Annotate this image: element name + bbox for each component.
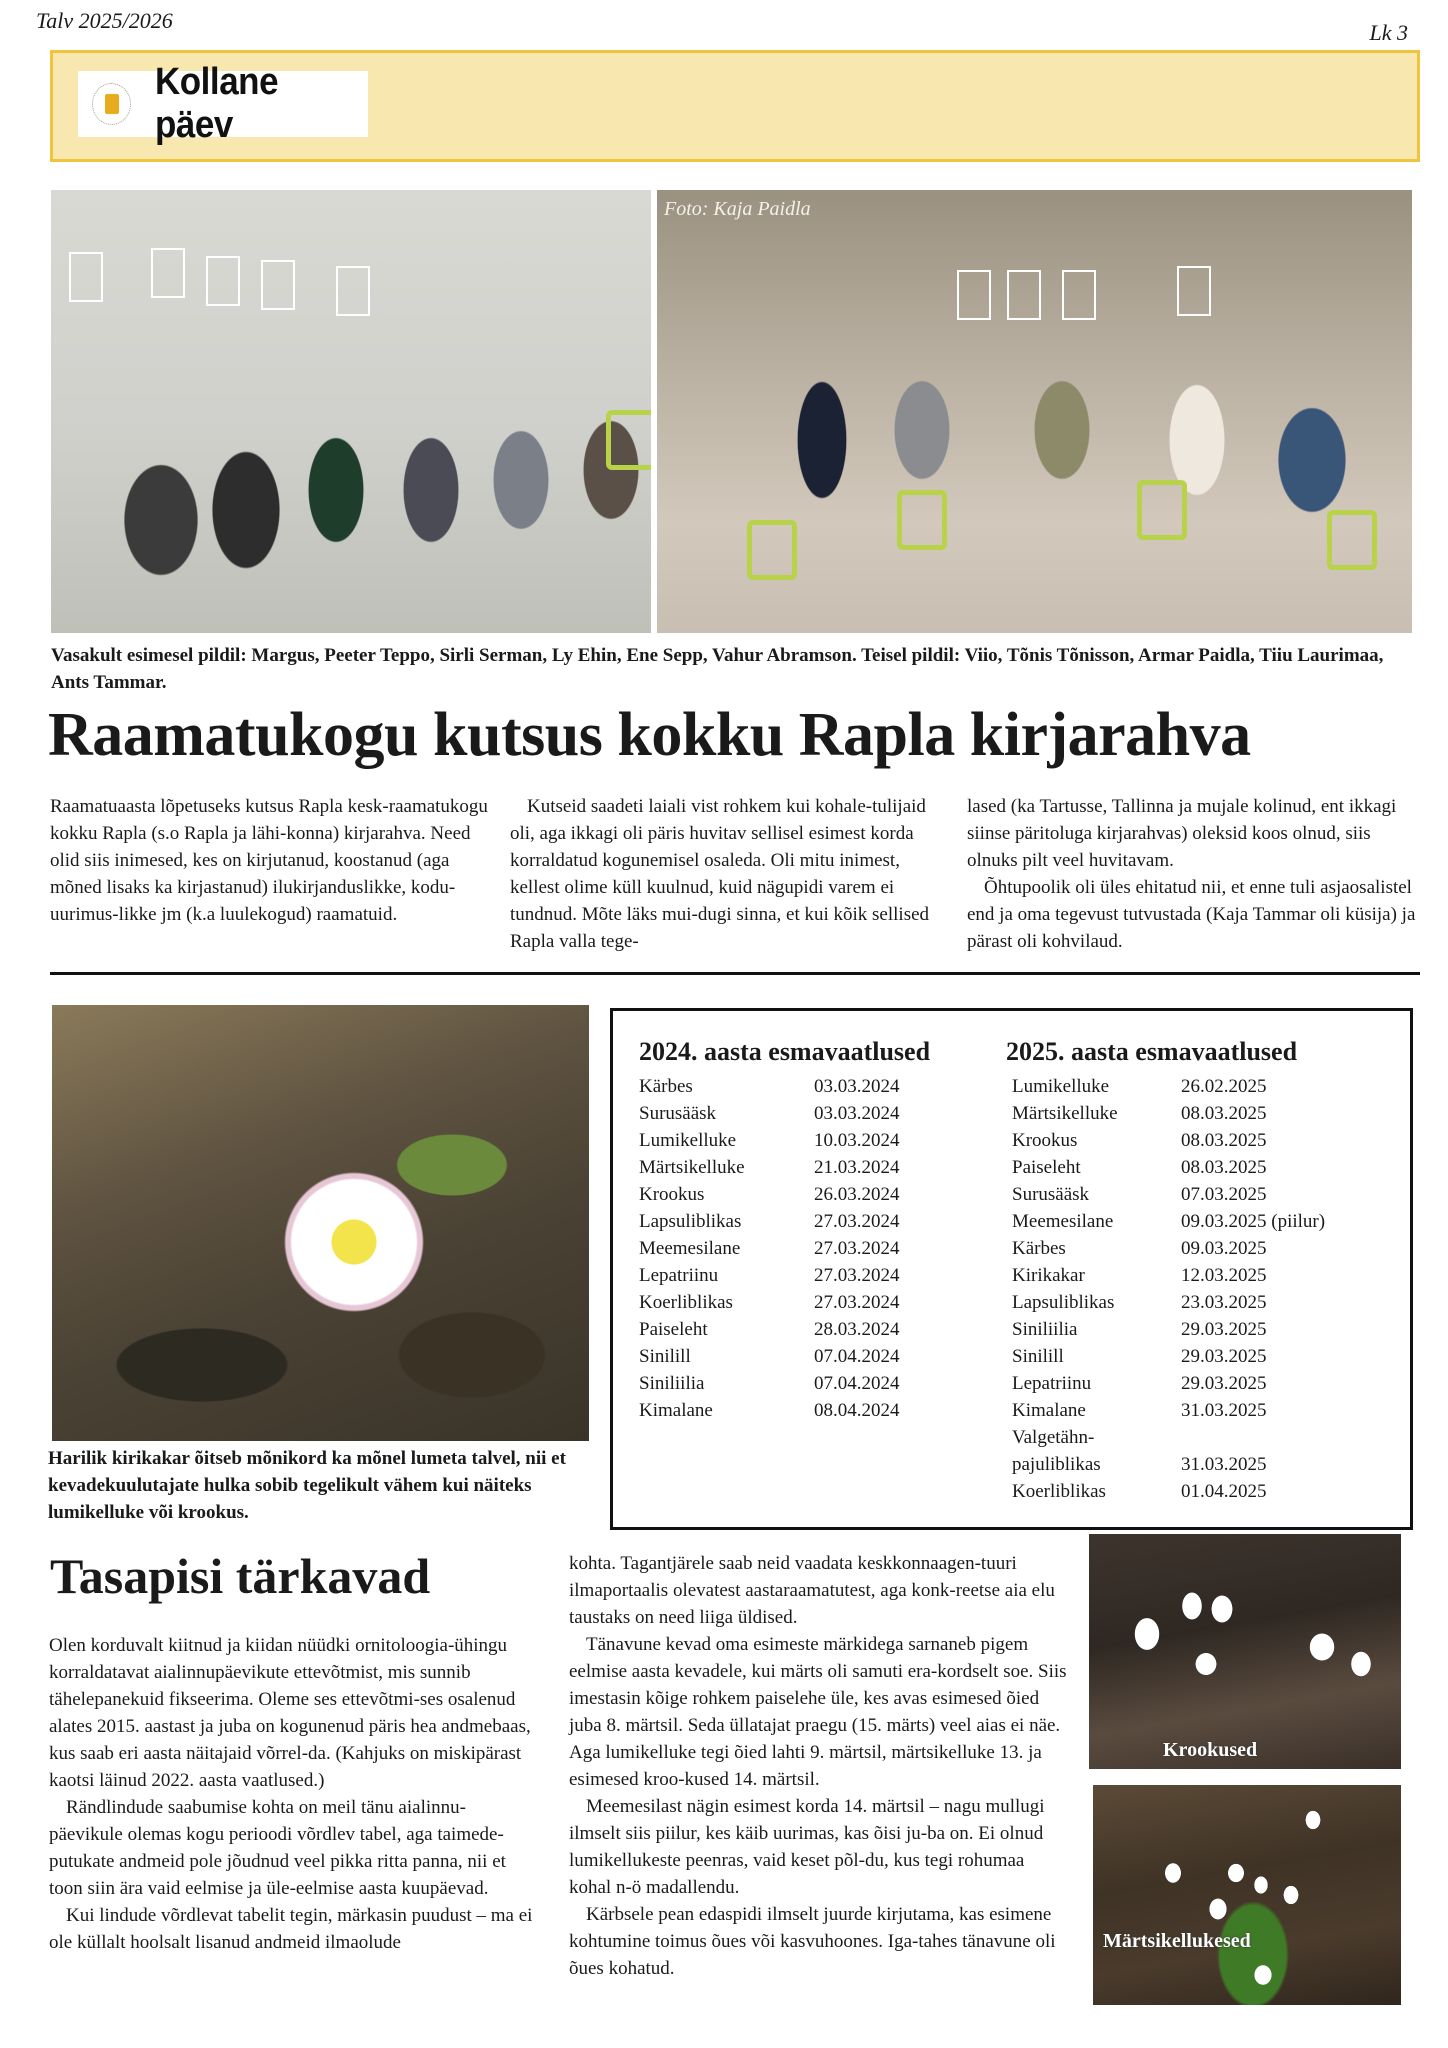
section-brand: [78, 61, 368, 146]
table-row: [639, 1262, 930, 1289]
observation-date: 26.03.2024: [814, 1184, 900, 1205]
chair: [747, 520, 797, 580]
observation-date: 23.03.2025: [1181, 1292, 1267, 1313]
species-name: Siniliilia: [639, 1373, 705, 1394]
paragraph: Raamatuaasta lõpetuseks kutsus Rapla kesk-raamatukogu kokku Rapla (s.o Rapla ja lähi-konna) kirjarahva. Need olid siis inimesed, kes on kirjutanud, koostanud (aga mõned lisaks ka kirjastanud) ilukirjanduslikke, kodu-uurimus-likke jm (k.a luulekogud) raamatuid.: [50, 796, 488, 925]
species-name: Märtsikelluke: [1012, 1103, 1118, 1124]
table-row: [1006, 1154, 1325, 1181]
species-name: Meemesilane: [639, 1238, 741, 1259]
species-name: Kimalane: [1012, 1400, 1086, 1421]
article-1-headline: Raamatukogu kutsus kokku Rapla kirjarahva: [48, 701, 1251, 769]
table-row: [1006, 1262, 1325, 1289]
table-row: [1006, 1289, 1325, 1316]
paragraph: Kutseid saadeti laiali vist rohkem kui kohale-tulijaid oli, aga ikkagi oli päris huvitav sellisel esimest korda korraldatud kogunemisel osaleda. Oli mitu inimest, kellest olime küll kuulnud, kuid nägupidi varem ei tundnud. Mõte läks mui-dugi sinna, et kui kõik sellised Rapla valla tege-: [510, 796, 930, 952]
wall-picture: [1007, 270, 1041, 320]
observations-2025: [1006, 1037, 1325, 1505]
observation-date: 07.04.2024: [814, 1346, 900, 1367]
species-name: Valgetähn-: [1012, 1427, 1095, 1448]
paragraph: Tänavune kevad oma esimeste märkidega sarnaneb pigem eelmise aasta kevadele, kui märts oli samuti era-kordselt soe. Siis imestasin kõige rohkem paiselehe üle, kes avas esimesed õied juba 8. märtsil. Seda üllatajat praegu (15. märts) veel aias ei näe. Aga lumikelluke tegi õied lahti 9. märtsil, märtsikelluke 13. ja esimesed kroo-kused 14. märtsil.: [569, 1634, 1067, 1790]
observation-date: 27.03.2024: [814, 1292, 900, 1313]
observation-date: 08.04.2024: [814, 1400, 900, 1421]
species-name: Märtsikelluke: [639, 1157, 745, 1178]
section-title: Kollane päev: [155, 61, 279, 146]
species-name: Krookus: [1012, 1130, 1078, 1151]
observation-date: 29.03.2025: [1181, 1373, 1267, 1394]
daisy-photo: [52, 1005, 589, 1441]
rows-2025: [1006, 1073, 1325, 1505]
article-2-column-1: [49, 1632, 539, 1956]
table-row: [1006, 1343, 1325, 1370]
species-name: Koerliblikas: [639, 1292, 733, 1313]
observation-date: 09.03.2025: [1181, 1238, 1267, 1259]
section-divider: [50, 972, 1420, 975]
article-2-column-2: [569, 1550, 1069, 1982]
table-row: [639, 1208, 930, 1235]
species-name: Surusääsk: [639, 1103, 717, 1124]
rows-2024: [639, 1073, 930, 1424]
observation-date: 07.03.2025: [1181, 1184, 1267, 1205]
article-1-column-3: [967, 793, 1417, 955]
observation-date: 01.04.2025: [1181, 1481, 1267, 1502]
wall-picture: [1062, 270, 1096, 320]
table-row: [639, 1289, 930, 1316]
observation-date: 08.03.2025: [1181, 1103, 1267, 1124]
table-row: [639, 1127, 930, 1154]
paragraph: lased (ka Tartusse, Tallinna ja mujale kolinud, ent ikkagi siinse päritoluga kirjarahvas) oleksid koos olnud, siis olnuks pilt veel huvitavam.: [967, 796, 1397, 871]
table-row: [1006, 1424, 1325, 1451]
group-photo-1: [51, 190, 651, 633]
species-name: Koerliblikas: [1012, 1481, 1106, 1502]
table-row: [1006, 1316, 1325, 1343]
table-row: [639, 1235, 930, 1262]
observation-date: 27.03.2024: [814, 1238, 900, 1259]
observation-date: 26.02.2025: [1181, 1076, 1267, 1097]
wall-picture: [261, 260, 295, 310]
observations-2024: [639, 1037, 930, 1424]
observation-date: 12.03.2025: [1181, 1265, 1267, 1286]
species-name: Lumikelluke: [639, 1130, 737, 1151]
table-title-2024: 2024. aasta esmavaatlused: [639, 1037, 931, 1066]
paragraph: kohta. Tagantjärele saab neid vaadata keskkonnaagen-tuuri ilmaportaalis olevatest aastaraamatutest, aga konk-reetse aia elu taustaks on need liiga üldised.: [569, 1553, 1055, 1628]
photo-credit: Foto: Kaja Paidla: [664, 198, 811, 220]
species-name: Lapsuliblikas: [1012, 1292, 1115, 1313]
species-name: Kärbes: [639, 1076, 693, 1097]
paragraph: Olen korduvalt kiitnud ja kiidan nüüdki ornitoloogia-ühingu korraldatavat aialinnupäevikute ettevõtmist, mis sunnib tähelepanekuid fikseerima. Oleme ses ettevõtmi-ses osalenud alates 2015. aastast ja juba on kogunenud päris hea andmebaas, kus saab eri aasta näitajaid võrrel-da. (Kahjuks on miskipärast kaotsi läinud 2022. aasta vaatlused.): [49, 1635, 531, 1791]
observation-date: 03.03.2024: [814, 1103, 900, 1124]
observation-date: 27.03.2024: [814, 1211, 900, 1232]
table-row: [1006, 1127, 1325, 1154]
wall-picture: [151, 248, 185, 298]
observation-date: 10.03.2024: [814, 1130, 900, 1151]
section-banner: [50, 50, 1420, 162]
table-row: [639, 1316, 930, 1343]
wall-picture: [336, 266, 370, 316]
observation-date: 28.03.2024: [814, 1319, 900, 1340]
observation-date: 08.03.2025: [1181, 1130, 1267, 1151]
table-row: [639, 1073, 930, 1100]
observation-date: 29.03.2025: [1181, 1346, 1267, 1367]
wall-picture: [1177, 266, 1211, 316]
article-2-headline: Tasapisi tärkavad: [50, 1548, 431, 1604]
article-1-column-1: [50, 793, 490, 928]
wall-picture: [206, 256, 240, 306]
observation-date: 07.04.2024: [814, 1373, 900, 1394]
observation-date: 03.03.2024: [814, 1076, 900, 1097]
chair: [1327, 510, 1377, 570]
paragraph: Õhtupoolik oli üles ehitatud nii, et enne tuli asjaosalistel end ja oma tegevust tutvustada (Kaja Tammar oli küsija) ja pärast oli kohvilaud.: [967, 877, 1416, 952]
table-row: [1006, 1451, 1325, 1478]
logo-icon: [92, 83, 131, 125]
species-name: Siniliilia: [1012, 1319, 1078, 1340]
species-name: Lepatriinu: [1012, 1373, 1092, 1394]
table-row: [1006, 1100, 1325, 1127]
chair: [606, 410, 651, 470]
observation-date: 31.03.2025: [1181, 1454, 1267, 1475]
table-row: [1006, 1397, 1325, 1424]
observations-table-box: [610, 1008, 1413, 1530]
species-name: Paiseleht: [639, 1319, 708, 1340]
article-1-column-2: [510, 793, 950, 955]
snowflake-photo: [1093, 1785, 1401, 2005]
wall-picture: [957, 270, 991, 320]
species-name: pajuliblikas: [1012, 1454, 1101, 1475]
crocus-photo: [1089, 1534, 1401, 1769]
snowflake-photo-label: Märtsikellukesed: [1103, 1930, 1251, 1952]
species-name: Paiseleht: [1012, 1157, 1081, 1178]
species-name: Lapsuliblikas: [639, 1211, 742, 1232]
table-row: [1006, 1478, 1325, 1505]
daisy-caption: Harilik kirikakar õitseb mõnikord ka mõnel lumeta talvel, nii et kevadekuulutajate hulka sobib tegelikult vähem kui näiteks lumikelluke või krookus.: [48, 1448, 566, 1523]
page-number: Lk 3: [1369, 20, 1408, 45]
table-row: [639, 1370, 930, 1397]
species-name: Krookus: [639, 1184, 705, 1205]
species-name: Kirikakar: [1012, 1265, 1085, 1286]
observation-date: 31.03.2025: [1181, 1400, 1267, 1421]
paragraph: Rändlindude saabumise kohta on meil tänu aialinnu-päevikule olemas kogu perioodi võrdlev tabel, aga taimede-putukate andmeid pole jõudnud veel pikka ritta panna, nii et toon siin ära vaid eelmise ja üle-eelmise aasta kuupäevad.: [49, 1797, 506, 1899]
paragraph: Kui lindude võrdlevat tabelit tegin, märkasin puudust – ma ei ole küllalt hoolsalt lisanud andmeid ilmaolude: [49, 1905, 533, 1953]
paragraph: Meemesilast nägin esimest korda 14. märtsil – nagu mullugi ilmselt siis piilur, kes käib uurimas, kas õisi ju-ba on. Ei olnud lumikellukeste peenras, vaid keset põl-du, kus tegi rohumaa kohal n-ö madallendu.: [569, 1796, 1045, 1898]
species-name: Meemesilane: [1012, 1211, 1114, 1232]
species-name: Kärbes: [1012, 1238, 1066, 1259]
table-row: [639, 1397, 930, 1424]
paragraph: Kärbsele pean edaspidi ilmselt juurde kirjutama, kas esimene kohtumine toimus õues või kasvuhoones. Iga-tahes tänavune oli õues kohatud.: [569, 1904, 1056, 1979]
observation-date: 27.03.2024: [814, 1265, 900, 1286]
observation-date: 29.03.2025: [1181, 1319, 1267, 1340]
observation-date: 21.03.2024: [814, 1157, 900, 1178]
table-row: [1006, 1073, 1325, 1100]
issue-label: Talv 2025/2026: [36, 8, 173, 33]
species-name: Lepatriinu: [639, 1265, 719, 1286]
table-row: [1006, 1181, 1325, 1208]
species-name: Sinilill: [639, 1346, 691, 1367]
species-name: Sinilill: [1012, 1346, 1064, 1367]
species-name: Lumikelluke: [1012, 1076, 1110, 1097]
table-row: [639, 1154, 930, 1181]
observation-date: 09.03.2025 (piilur): [1181, 1211, 1326, 1232]
table-row: [639, 1100, 930, 1127]
table-row: [1006, 1235, 1325, 1262]
table-row: [639, 1343, 930, 1370]
table-row: [1006, 1370, 1325, 1397]
logo-box-icon: [105, 94, 119, 114]
species-name: Surusääsk: [1012, 1184, 1090, 1205]
photo-caption: Vasakult esimesel pildil: Margus, Peeter Teppo, Sirli Serman, Ly Ehin, Ene Sepp, Vahur Abramson. Teisel pildil: Viio, Tõnis Tõnisson, Armar Paidla, Tiiu Laurimaa, Ants Tammar.: [51, 645, 1384, 693]
table-row: [1006, 1208, 1325, 1235]
table-row: [639, 1181, 930, 1208]
species-name: Kimalane: [639, 1400, 713, 1421]
chair: [897, 490, 947, 550]
chair: [1137, 480, 1187, 540]
crocus-photo-label: Krookused: [1163, 1739, 1258, 1761]
wall-picture: [69, 252, 103, 302]
group-photo-2: [657, 190, 1412, 633]
observation-date: 08.03.2025: [1181, 1157, 1267, 1178]
table-title-2025: 2025. aasta esmavaatlused: [1006, 1037, 1298, 1066]
